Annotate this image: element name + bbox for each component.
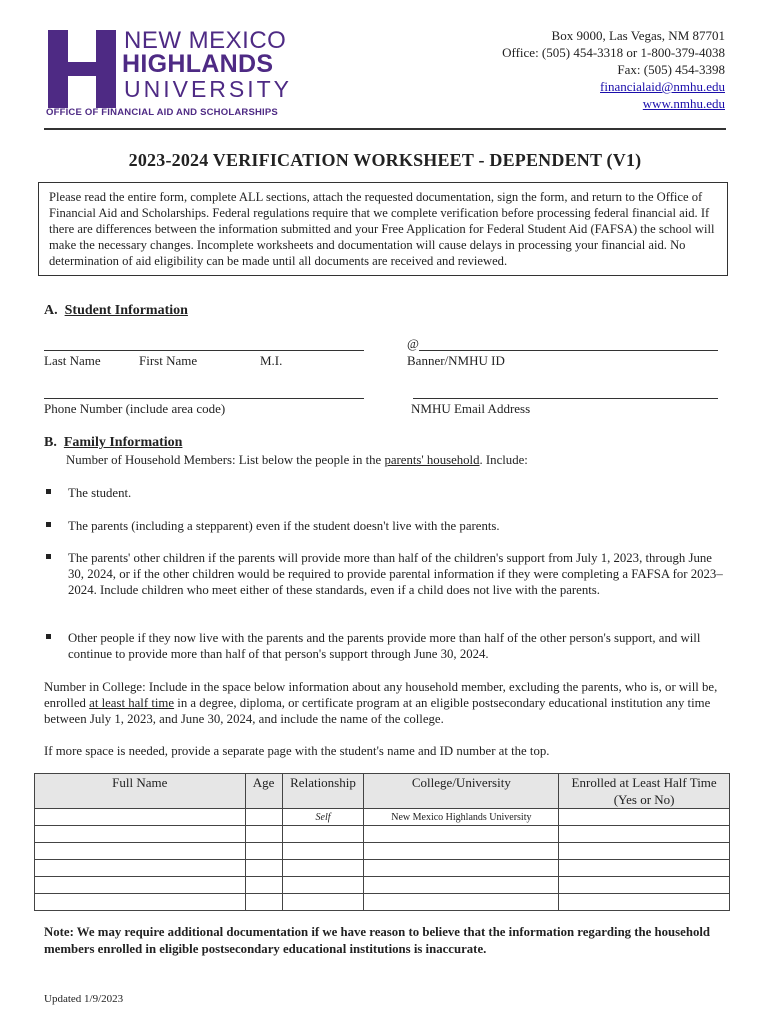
contact-fax: Fax: (505) 454-3398: [617, 62, 725, 77]
bullet-square-icon: [46, 554, 51, 559]
col-header-full-name: Full Name: [35, 774, 246, 809]
cell-relationship-self: Self: [282, 809, 364, 826]
logo-text-new-mexico: NEW MEXICO: [124, 27, 287, 54]
section-a-heading: [44, 303, 188, 319]
cell-college[interactable]: [364, 860, 559, 877]
cell-age[interactable]: [245, 860, 282, 877]
phone-line[interactable]: [44, 398, 364, 399]
table-row: [35, 826, 730, 843]
col-header-age: Age: [245, 774, 282, 809]
table-header-row: [35, 774, 730, 809]
number-in-college-text: [44, 679, 724, 727]
email-line[interactable]: [413, 398, 718, 399]
table-row: [35, 809, 730, 826]
table-row: [35, 860, 730, 877]
col-header-enrolled: Enrolled at Least Half Time (Yes or No): [559, 774, 730, 809]
office-name: OFFICE OF FINANCIAL AID AND SCHOLARSHIPS: [46, 107, 278, 118]
cell-relationship[interactable]: [282, 860, 364, 877]
cell-relationship[interactable]: [282, 843, 364, 860]
cell-enrolled[interactable]: [559, 894, 730, 911]
household-intro-underlined: parents' household: [384, 453, 480, 467]
note-text: Note: We may require additional documentation if we have reason to believe that the information regarding the household members enrolled in eligible postsecondary educational institutions is inaccurate.: [44, 925, 711, 956]
col-header-college: College/University: [364, 774, 559, 809]
cell-college[interactable]: [364, 843, 559, 860]
cell-enrolled[interactable]: [559, 860, 730, 877]
bullet-item-3: The parents' other children if the parents will provide more than half of the children's support from July 1, 2023, through June 30, 2024, or if the other children would be required to provide parental information if they were completing a FAFSA for 2023–2024. Include children who meet either of these standards, even if a child does not live with the parents.: [68, 551, 723, 597]
section-b-title: Family Information: [63, 435, 183, 450]
col-header-relationship: Relationship: [282, 774, 364, 809]
section-a-title: Student Information: [64, 303, 188, 318]
cell-college-nmhu: New Mexico Highlands University: [364, 809, 559, 826]
bullet-square-icon: [46, 634, 51, 639]
cell-full-name[interactable]: [35, 809, 246, 826]
logo-text-highlands: HIGHLANDS: [122, 50, 274, 78]
banner-id-line[interactable]: [419, 350, 718, 351]
bullet-item-4: Other people if they now live with the parents and the parents provide more than half of the other person's support, and will continue to provide more than half of that person's support through June 30, 2024.: [68, 631, 701, 661]
last-name-label: Last Name: [44, 353, 101, 368]
cell-age[interactable]: [245, 809, 282, 826]
first-name-label: First Name: [139, 353, 198, 368]
bullet-square-icon: [46, 522, 51, 527]
cell-relationship[interactable]: [282, 894, 364, 911]
household-table: [34, 773, 730, 911]
contact-block: [502, 27, 725, 112]
household-intro: [66, 452, 528, 468]
banner-id-label: Banner/NMHU ID: [407, 353, 505, 368]
college-text-end: in a degree, diploma, or certificate program at an eligible postsecondary educational institution any time between July 1, 2023, and June 30, 2024, and include the name of the college.: [44, 696, 711, 726]
university-logo-mark: [46, 28, 118, 110]
section-b-letter: B.: [44, 435, 57, 450]
email-label: NMHU Email Address: [411, 401, 531, 416]
cell-enrolled[interactable]: [559, 826, 730, 843]
cell-relationship[interactable]: [282, 826, 364, 843]
header-divider: [44, 128, 726, 130]
more-space-note: If more space is needed, provide a separate page with the student's name and ID number at the top.: [44, 744, 550, 758]
logo-text-university: UNIVERSITY: [124, 76, 293, 102]
banner-id-prefix: @: [407, 336, 419, 351]
table-row: [35, 877, 730, 894]
student-name-line[interactable]: [44, 350, 364, 351]
household-intro-end: . Include:: [479, 453, 528, 467]
cell-age[interactable]: [245, 894, 282, 911]
college-text-start: Number in College: Include in the space below information about any household member, excluding the parents, who is, or will be, enrolled: [44, 680, 718, 710]
page-title: 2023-2024 VERIFICATION WORKSHEET - DEPENDENT (V1): [128, 150, 642, 170]
cell-enrolled[interactable]: [559, 809, 730, 826]
cell-relationship[interactable]: [282, 877, 364, 894]
contact-website-link[interactable]: www.nmhu.edu: [642, 96, 725, 111]
bullet-square-icon: [46, 489, 51, 494]
cell-enrolled[interactable]: [559, 843, 730, 860]
contact-office-phone: Office: (505) 454-3318 or 1-800-379-4038: [502, 45, 725, 60]
instructions-box: Please read the entire form, complete ALL sections, attach the requested documentation, sign the form, and return to the Office of Financial Aid and Scholarships. Federal regulations require that we complete verification before processing federal financial aid. If there are differences between the information submitted and your Free Application for Federal Student Aid (FAFSA) the school will make the necessary changes. Incomplete worksheets and documentation will cause delays in processing your financial aid. No determination of aid eligibility can be made until all documents are received and reviewed.: [38, 182, 728, 276]
mi-label: M.I.: [260, 353, 283, 368]
bullet-item-1: The student.: [68, 486, 132, 500]
cell-full-name[interactable]: [35, 877, 246, 894]
cell-enrolled[interactable]: [559, 877, 730, 894]
contact-address: Box 9000, Las Vegas, NM 87701: [551, 28, 725, 43]
contact-email-link[interactable]: financialaid@nmhu.edu: [600, 79, 725, 94]
section-b-heading: [44, 435, 182, 451]
cell-full-name[interactable]: [35, 826, 246, 843]
cell-college[interactable]: [364, 894, 559, 911]
table-row: [35, 843, 730, 860]
household-intro-text: Number of Household Members: List below the people in the: [66, 453, 385, 467]
cell-full-name[interactable]: [35, 843, 246, 860]
cell-college[interactable]: [364, 877, 559, 894]
cell-full-name[interactable]: [35, 894, 246, 911]
cell-full-name[interactable]: [35, 860, 246, 877]
table-row: [35, 894, 730, 911]
bullet-item-2: The parents (including a stepparent) even if the student doesn't live with the parents.: [68, 519, 500, 533]
cell-age[interactable]: [245, 843, 282, 860]
cell-college[interactable]: [364, 826, 559, 843]
section-a-letter: A.: [44, 303, 58, 318]
phone-label: Phone Number (include area code): [44, 401, 226, 416]
cell-age[interactable]: [245, 826, 282, 843]
cell-age[interactable]: [245, 877, 282, 894]
updated-date: Updated 1/9/2023: [44, 993, 124, 1005]
college-text-underlined: at least half time: [89, 696, 175, 710]
